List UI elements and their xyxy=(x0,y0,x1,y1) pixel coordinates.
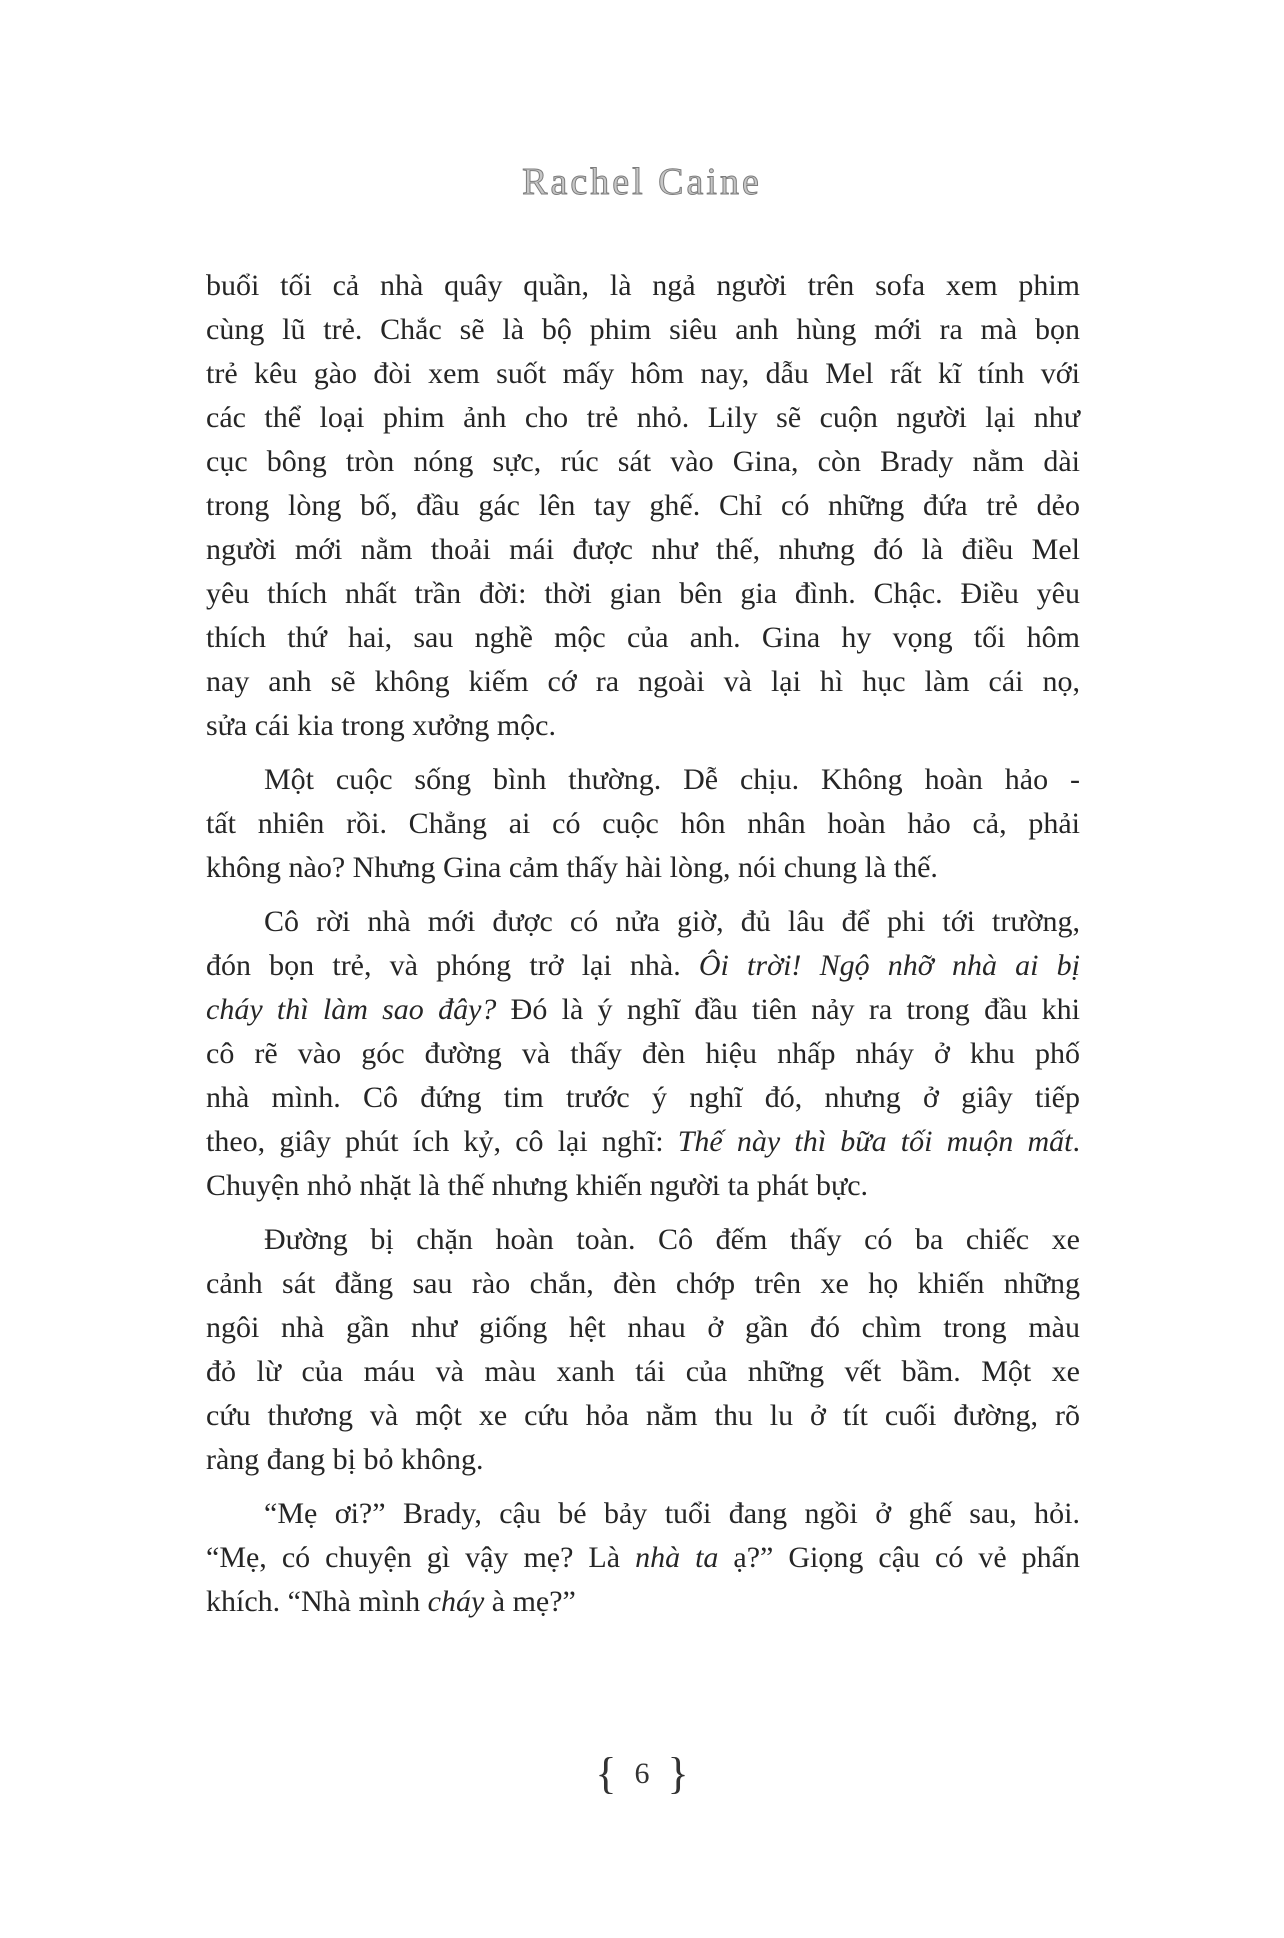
text-line xyxy=(206,802,1080,846)
text-line xyxy=(206,1580,1080,1624)
page-number: 6 xyxy=(634,1757,650,1790)
text-segment: theo, giây phút ích kỷ, cô lại nghĩ: xyxy=(206,1125,678,1158)
text-line xyxy=(206,264,1080,308)
text-segment: “Mẹ ơi?” Brady, cậu bé bảy tuổi đang ngồi ở ghế sau, hỏi. xyxy=(264,1497,1080,1530)
folio-left-brace: { xyxy=(595,1749,617,1798)
text-segment: ràng đang bị bỏ không. xyxy=(206,1443,484,1476)
running-head-author: Rachel Caine xyxy=(522,161,762,203)
text-segment: ngôi nhà gần như giống hệt nhau ở gần đó chìm trong màu xyxy=(206,1311,1080,1344)
text-line xyxy=(206,1394,1080,1438)
paragraph xyxy=(206,900,1080,1208)
text-segment: Chuyện nhỏ nhặt là thế nhưng khiến người ta phát bực. xyxy=(206,1169,869,1202)
italic-text-segment: Thế này thì bữa tối muộn mất xyxy=(677,1125,1073,1158)
text-segment: Một cuộc sống bình thường. Dễ chịu. Không hoàn hảo - xyxy=(264,763,1080,796)
italic-text-segment: nhà ta xyxy=(635,1541,719,1574)
text-line xyxy=(206,572,1080,616)
paragraph xyxy=(206,264,1080,748)
text-segment: cùng lũ trẻ. Chắc sẽ là bộ phim siêu anh hùng mới ra mà bọn xyxy=(206,313,1080,346)
text-line xyxy=(206,1306,1080,1350)
text-line xyxy=(206,944,1080,988)
text-segment: ạ?” Giọng cậu có vẻ phấn xyxy=(718,1541,1080,1574)
text-line xyxy=(206,308,1080,352)
paragraph xyxy=(206,1218,1080,1482)
text-segment: . xyxy=(1072,1125,1080,1158)
paragraph xyxy=(206,1492,1080,1624)
text-line xyxy=(206,1536,1080,1580)
text-segment: thích thứ hai, sau nghề mộc của anh. Gina hy vọng tối hôm xyxy=(206,621,1080,654)
page-body xyxy=(206,264,1080,1624)
text-line xyxy=(206,900,1080,944)
text-segment: các thể loại phim ảnh cho trẻ nhỏ. Lily sẽ cuộn người lại như xyxy=(206,401,1080,434)
text-line xyxy=(206,1076,1080,1120)
text-segment: buổi tối cả nhà quây quần, là ngả người trên sofa xem phim xyxy=(206,269,1080,302)
text-line xyxy=(206,704,1080,748)
text-line xyxy=(206,988,1080,1032)
text-segment: cục bông tròn nóng sực, rúc sát vào Gina, còn Brady nằm dài xyxy=(206,445,1080,478)
text-segment: cứu thương và một xe cứu hỏa nằm thu lu ở tít cuối đường, rõ xyxy=(206,1399,1080,1432)
folio-right-brace: } xyxy=(667,1749,689,1798)
text-segment: không nào? Nhưng Gina cảm thấy hài lòng, nói chung là thế. xyxy=(206,851,938,884)
text-segment: Cô rời nhà mới được có nửa giờ, đủ lâu để phi tới trường, xyxy=(264,905,1080,938)
paragraph xyxy=(206,758,1080,890)
italic-text-segment: cháy xyxy=(427,1585,485,1618)
text-line xyxy=(206,1032,1080,1076)
text-segment: Đường bị chặn hoàn toàn. Cô đếm thấy có ba chiếc xe xyxy=(264,1223,1080,1256)
text-segment: đón bọn trẻ, và phóng trở lại nhà. xyxy=(206,949,699,982)
text-line xyxy=(206,616,1080,660)
text-segment: yêu thích nhất trần đời: thời gian bên gia đình. Chậc. Điều yêu xyxy=(206,577,1080,610)
text-segment: cô rẽ vào góc đường và thấy đèn hiệu nhấp nháy ở khu phố xyxy=(206,1037,1080,1070)
text-line xyxy=(206,1262,1080,1306)
text-segment: người mới nằm thoải mái được như thế, nhưng đó là điều Mel xyxy=(206,533,1080,566)
text-segment: đỏ lừ của máu và màu xanh tái của những vết bầm. Một xe xyxy=(206,1355,1080,1388)
text-line xyxy=(206,1438,1080,1482)
text-segment: à mẹ?” xyxy=(484,1585,576,1618)
text-segment: sửa cái kia trong xưởng mộc. xyxy=(206,709,556,742)
text-line xyxy=(206,1120,1080,1164)
text-line xyxy=(206,1164,1080,1208)
text-segment: trong lòng bố, đầu gác lên tay ghế. Chỉ có những đứa trẻ dẻo xyxy=(206,489,1080,522)
text-segment: cảnh sát đằng sau rào chắn, đèn chớp trên xe họ khiến những xyxy=(206,1267,1080,1300)
text-line xyxy=(206,660,1080,704)
text-line xyxy=(206,352,1080,396)
text-segment: nay anh sẽ không kiếm cớ ra ngoài và lại hì hục làm cái nọ, xyxy=(206,665,1080,698)
text-segment: khích. “Nhà mình xyxy=(206,1585,428,1618)
text-line xyxy=(206,758,1080,802)
text-line xyxy=(206,1350,1080,1394)
text-segment: tất nhiên rồi. Chẳng ai có cuộc hôn nhân hoàn hảo cả, phải xyxy=(206,807,1080,840)
text-segment: trẻ kêu gào đòi xem suốt mấy hôm nay, dẫu Mel rất kĩ tính với xyxy=(206,357,1080,390)
text-line xyxy=(206,396,1080,440)
text-line xyxy=(206,846,1080,890)
text-line xyxy=(206,1492,1080,1536)
text-line xyxy=(206,528,1080,572)
italic-text-segment: cháy thì làm sao đây? xyxy=(206,993,497,1026)
text-line xyxy=(206,440,1080,484)
text-segment: nhà mình. Cô đứng tim trước ý nghĩ đó, nhưng ở giây tiếp xyxy=(206,1081,1080,1114)
page-footer xyxy=(0,1749,1284,1798)
text-segment: Đó là ý nghĩ đầu tiên nảy ra trong đầu khi xyxy=(496,993,1080,1026)
text-line xyxy=(206,484,1080,528)
text-segment: “Mẹ, có chuyện gì vậy mẹ? Là xyxy=(206,1541,636,1574)
text-line xyxy=(206,1218,1080,1262)
italic-text-segment: Ôi trời! Ngộ nhỡ nhà ai bị xyxy=(698,949,1080,982)
